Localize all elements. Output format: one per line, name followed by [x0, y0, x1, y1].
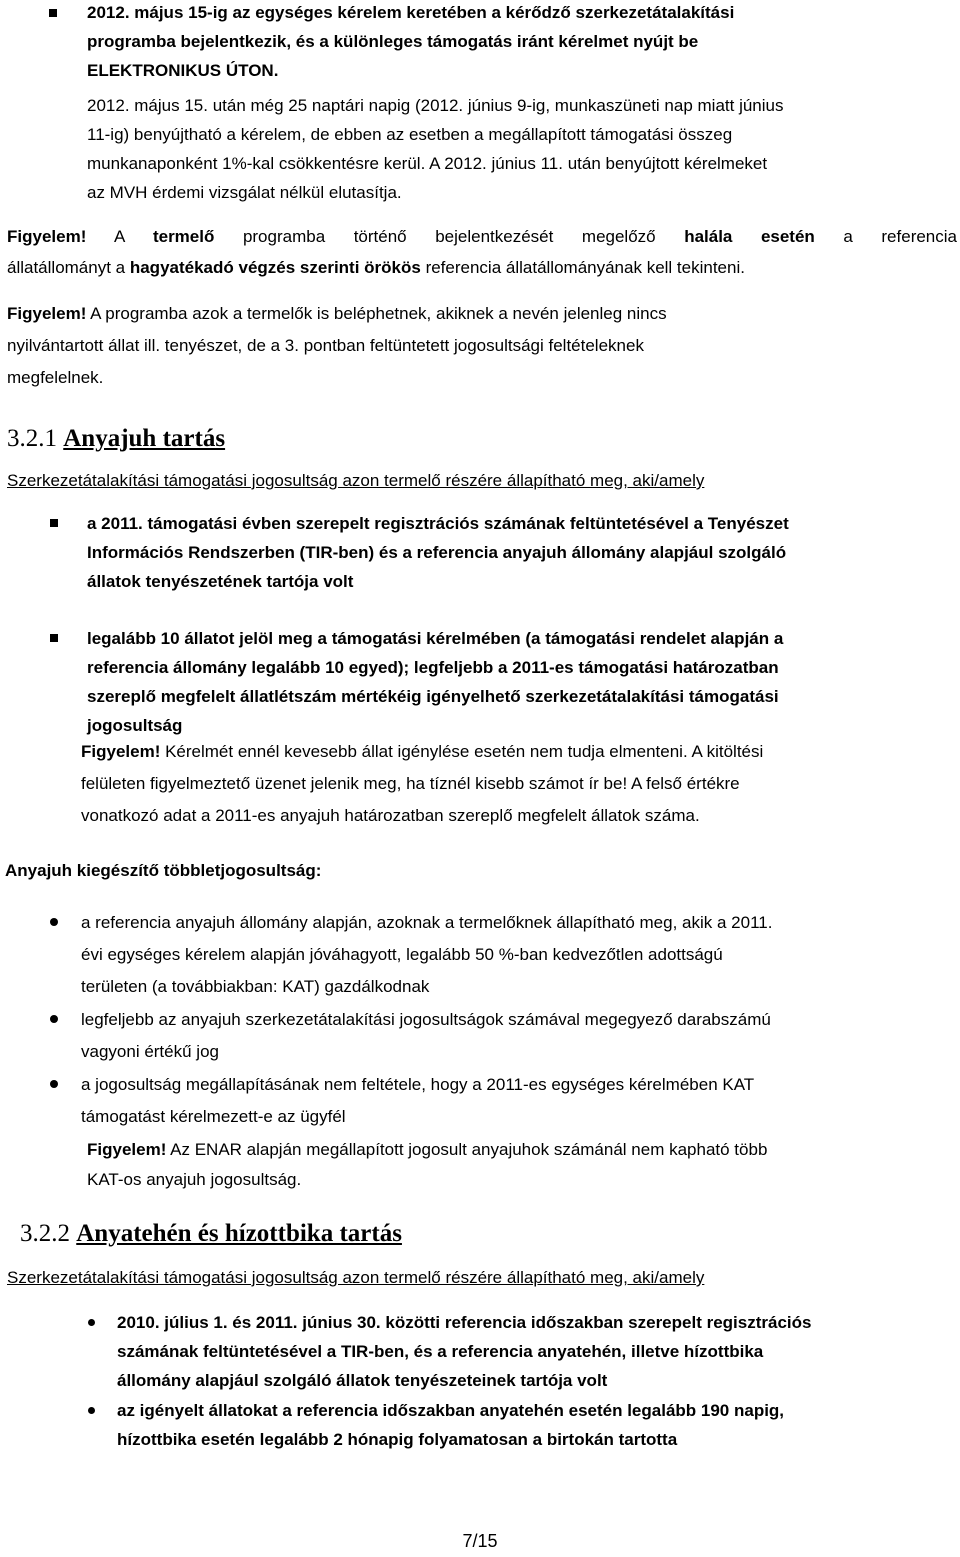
text-line: megfelelnek.: [7, 368, 104, 387]
text-line: referencia állomány legalább 10 egyed); legfeljebb a 2011-es támogatási határozatban: [87, 658, 779, 677]
bullet-online-submission: [87, 0, 955, 85]
text-line: [87, 1135, 955, 1165]
square-bullet-icon: [50, 634, 58, 642]
text-span: állatállományt a: [7, 258, 130, 277]
dot-bullet-icon: [88, 1407, 95, 1414]
text-line: legfeljebb az anyajuh szerkezetátalakítási jogosultságok számával megegyező darabszámú: [81, 1010, 771, 1029]
text-span: referencia állatállományának kell tekinteni.: [420, 258, 745, 277]
text-line: vonatkozó adat a 2011-es anyajuh határozatban szereplő megfelelt állatok száma.: [81, 806, 700, 825]
warning-label: Figyelem!: [87, 1140, 167, 1159]
warning-minimum-animals: [81, 736, 955, 832]
square-bullet-icon: [49, 9, 57, 17]
dot-bullet-icon: [50, 918, 58, 926]
square-bullet-icon: [50, 519, 58, 527]
text-line: 2012. május 15-ig az egységes kérelem keretében a kérődző szerkezetátalakítási: [87, 3, 735, 22]
text-line: a referencia anyajuh állomány alapján, azoknak a termelőknek állapítható meg, akik a 2011.: [81, 913, 773, 932]
text-line: 2010. július 1. és 2011. június 30. közötti referencia időszakban szerepelt regisztrációs: [117, 1313, 812, 1332]
warning-heir-paragraph: [7, 221, 957, 283]
text-line: szereplő megfelelt állatlétszám mértékéig igényelhető szerkezetátalakítási támogatási: [87, 687, 779, 706]
extra-entitlement-heading: Anyajuh kiegészítő többletjogosultság:: [5, 861, 322, 880]
text-line: nyilvántartott állat ill. tenyészet, de a 3. pontban feltüntetett jogosultsági feltételeknek: [7, 336, 644, 355]
criterion-minimum-animals: [87, 624, 955, 740]
text-line: számának feltüntetésével a TIR-ben, és a referencia anyatehén, illetve hízottbika: [117, 1342, 764, 1361]
eligibility-intro: Szerkezetátalakítási támogatási jogosultság azon termelő részére állapítható meg, aki/amely: [7, 471, 705, 490]
text-line: KAT-os anyajuh jogosultság.: [87, 1170, 302, 1189]
section-heading-3-2-1: [7, 424, 225, 454]
dot-bullet-icon: [50, 1015, 58, 1023]
text-line: a jogosultság megállapításának nem feltétele, hogy a 2011-es egységes kérelmében KAT: [81, 1075, 755, 1094]
eligibility-intro: Szerkezetátalakítási támogatási jogosultság azon termelő részére állapítható meg, aki/amely: [7, 1268, 705, 1287]
dot-bullet-icon: [88, 1319, 95, 1326]
text-span: a referencia: [814, 227, 957, 246]
warning-eligibility-paragraph: [7, 298, 957, 394]
criterion-holding-period: [117, 1396, 955, 1454]
text-line: jogosultság: [87, 716, 183, 735]
text-line: ELEKTRONIKUS ÚTON.: [87, 61, 279, 80]
text-line: munkanaponként 1%-kal csökkentésre kerül. A 2012. június 11. után benyújtott kérelmeket: [87, 154, 768, 173]
text-span: programba történő bejelentkezését megelőző: [214, 227, 685, 246]
text-span: A: [86, 227, 153, 246]
warning-label: Figyelem!: [81, 742, 161, 761]
section-number: 3.2.1: [7, 425, 64, 452]
text-span: hagyatékadó végzés szerinti örökös: [129, 258, 421, 277]
text-line: évi egységes kérelem alapján jóváhagyott, legalább 50 %-ban kedvezőtlen adottságú: [81, 945, 723, 964]
text-line: 11-ig) benyújtható a kérelem, de ebben az esetben a megállapított támogatási összeg: [87, 125, 733, 144]
text-line: [7, 298, 957, 330]
text-line: állatok tenyészetének tartója volt: [87, 572, 354, 591]
text-line: felületen figyelmeztető üzenet jelenik meg, ha tíznél kisebb számot ír be! A felső értékre: [81, 774, 740, 793]
warning-label: Figyelem!: [7, 227, 87, 246]
text-line: az igényelt állatokat a referencia időszakban anyatehén esetén legalább 190 napig,: [117, 1401, 785, 1420]
section-number: 3.2.2: [20, 1220, 77, 1247]
dot-bullet-icon: [50, 1080, 58, 1088]
section-heading-3-2-2: [20, 1219, 402, 1249]
extra-criterion-not-required: [81, 1069, 955, 1133]
text-line: 2012. május 15. után még 25 naptári napig (2012. június 9-ig, munkaszüneti nap miatt június: [87, 96, 784, 115]
text-line: programba bejelentkezik, és a különleges támogatás iránt kérelmet nyújt be: [87, 32, 699, 51]
text-line: támogatást kérelmezett-e az ügyfél: [81, 1107, 346, 1126]
criterion-registration: [87, 509, 955, 596]
text-span: halála esetén: [684, 227, 815, 246]
section-title: Anyatehén és hízottbika tartás: [76, 1220, 402, 1247]
text-line: [7, 221, 957, 252]
text-line: állomány alapjául szolgáló állatok tenyészeteinek tartója volt: [117, 1371, 608, 1390]
criterion-reference-period: [117, 1308, 955, 1395]
text-line: [81, 736, 955, 768]
extra-criterion-max: [81, 1004, 955, 1068]
text-span: A programba azok a termelők is beléphetnek, akiknek a nevén jelenleg nincs: [86, 304, 667, 323]
deadline-paragraph: [87, 91, 955, 207]
page-number: 7/15: [462, 1531, 498, 1551]
text-line: az MVH érdemi vizsgálat nélkül elutasítja.: [87, 183, 402, 202]
warning-enar: [87, 1135, 955, 1195]
text-line: legalább 10 állatot jelöl meg a támogatási kérelmében (a támogatási rendelet alapján a: [87, 629, 784, 648]
text-line: Információs Rendszerben (TIR-ben) és a referencia anyajuh állomány alapjául szolgáló: [87, 543, 787, 562]
text-span: Kérelmét ennél kevesebb állat igénylése esetén nem tudja elmenteni. A kitöltési: [160, 742, 764, 761]
warning-label: Figyelem!: [7, 304, 87, 323]
text-line: vagyoni értékű jog: [81, 1042, 219, 1061]
text-line: területen (a továbbiakban: KAT) gazdálkodnak: [81, 977, 430, 996]
text-line: a 2011. támogatási évben szerepelt regisztrációs számának feltüntetésével a Tenyészet: [87, 514, 789, 533]
section-title: Anyajuh tartás: [63, 425, 226, 452]
text-line: [7, 252, 957, 283]
text-span: Az ENAR alapján megállapított jogosult anyajuhok számánál nem kapható több: [166, 1140, 768, 1159]
text-span: termelő: [152, 227, 215, 246]
extra-criterion-kat: [81, 907, 955, 1003]
text-line: hízottbika esetén legalább 2 hónapig folyamatosan a birtokán tartotta: [117, 1430, 678, 1449]
